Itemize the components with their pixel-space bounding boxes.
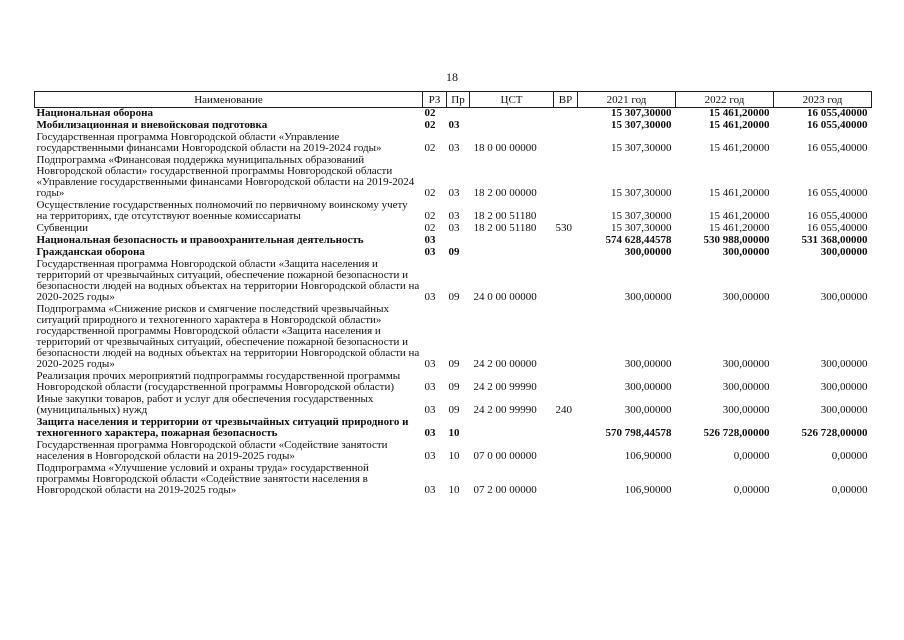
- cell-name: Иные закупки товаров, работ и услуг для обеспечения государственных (муниципальных) нужд: [36, 393, 374, 416]
- cell-name: Подпрограмма «Улучшение условий и охраны труда» государственной программы Новгородской области «Содействие занятости населения в Новгородской области на 2019-2025 годы»: [36, 462, 369, 496]
- cell-2023: 300,00000: [820, 404, 868, 416]
- cell-2023: 16 055,40000: [807, 142, 868, 154]
- cell-2023: 16 055,40000: [807, 222, 868, 234]
- cell-2021: 106,90000: [624, 484, 672, 496]
- header-pr: Пр: [447, 92, 470, 108]
- cell-vr: [554, 259, 578, 304]
- cell-cst: [470, 247, 554, 259]
- cell-pr: 03: [448, 187, 460, 199]
- cell-rz: 03: [424, 404, 436, 416]
- cell-2023: 0,00000: [831, 450, 868, 462]
- cell-vr: [554, 155, 578, 200]
- cell-name: Национальная безопасность и правоохранительная деятельность: [36, 234, 364, 246]
- cell-vr: [554, 200, 578, 223]
- cell-cst: 18 0 00 00000: [473, 142, 537, 154]
- cell-name: Мобилизационная и вневойсковая подготовка: [36, 119, 268, 131]
- table-row: [35, 155, 872, 200]
- cell-pr: 10: [448, 427, 460, 439]
- table-row: [35, 440, 872, 463]
- cell-vr: [554, 440, 578, 463]
- cell-pr: 10: [448, 450, 460, 462]
- cell-name: Подпрограмма «Снижение рисков и смягчение последствий чрезвычайных ситуаций природного и техногенного характера в Новгородской области» государственной программы Новгородской области «Защита населения и территорий от чрезвычайных ситуаций, обеспечение пожарной безопасности и безопасности людей на водных объектах на территории Новгородской области на 2020-2025 годы»: [36, 303, 420, 370]
- cell-vr: [554, 132, 578, 155]
- header-2023: 2023 год: [774, 92, 872, 108]
- cell-2022: 15 461,20000: [709, 222, 770, 234]
- cell-rz: 02: [424, 187, 436, 199]
- cell-pr: 09: [448, 291, 460, 303]
- cell-2021: 15 307,30000: [611, 187, 672, 199]
- cell-2022: 15 461,20000: [709, 210, 770, 222]
- cell-2022: 300,00000: [722, 291, 770, 303]
- cell-2023: 300,00000: [820, 246, 868, 258]
- cell-vr: 240: [555, 404, 572, 416]
- cell-2021: 15 307,30000: [611, 222, 672, 234]
- cell-2022: 300,00000: [722, 381, 770, 393]
- cell-vr: [554, 235, 578, 247]
- budget-table: [34, 91, 872, 497]
- cell-cst: 24 2 00 99990: [473, 404, 537, 416]
- cell-cst: 24 2 00 00000: [473, 358, 537, 370]
- cell-2021: 15 307,30000: [611, 210, 672, 222]
- cell-rz: 03: [424, 381, 436, 393]
- cell-2021: 106,90000: [624, 450, 672, 462]
- cell-name: Государственная программа Новгородской области «Защита населения и территорий от чрезвычайных ситуаций, обеспечение пожарной безопасности и безопасности людей на водных объектах на территории Новгородской области на 2020-2025 годы»: [36, 258, 420, 303]
- cell-pr: 09: [448, 358, 460, 370]
- cell-2023: 300,00000: [820, 291, 868, 303]
- cell-pr: 09: [448, 246, 460, 258]
- table-row: [35, 394, 872, 417]
- cell-2023: 300,00000: [820, 381, 868, 393]
- cell-2021: 15 307,30000: [611, 119, 672, 131]
- header-2021: 2021 год: [578, 92, 676, 108]
- cell-rz: 02: [424, 107, 436, 119]
- cell-name: Защита населения и территории от чрезвычайных ситуаций природного и техногенного характера, пожарная безопасность: [36, 416, 409, 439]
- cell-name: Субвенции: [36, 222, 89, 234]
- table-row: [35, 463, 872, 497]
- cell-cst: [470, 108, 554, 121]
- cell-2023: 0,00000: [831, 484, 868, 496]
- cell-pr: 10: [448, 484, 460, 496]
- cell-rz: 03: [424, 291, 436, 303]
- cell-2022: 15 461,20000: [709, 142, 770, 154]
- cell-2022: 300,00000: [722, 246, 770, 258]
- cell-pr: 03: [448, 119, 460, 131]
- cell-vr: [554, 463, 578, 497]
- cell-rz: 03: [424, 246, 436, 258]
- table-row: [35, 371, 872, 394]
- cell-rz: 03: [424, 358, 436, 370]
- cell-2021: 300,00000: [624, 381, 672, 393]
- cell-name: Реализация прочих мероприятий подпрограммы государственной программы Новгородской области (государственной программы Новгородской области): [36, 370, 401, 393]
- cell-2021: 574 628,44578: [605, 234, 672, 246]
- cell-name: Гражданская оборона: [36, 246, 145, 258]
- cell-2021: 300,00000: [624, 404, 672, 416]
- cell-cst: 18 2 00 51180: [473, 222, 537, 234]
- cell-cst: 18 2 00 00000: [473, 187, 537, 199]
- header-cst: ЦСТ: [470, 92, 554, 108]
- cell-rz: 03: [424, 234, 436, 246]
- table-row: [35, 304, 872, 371]
- cell-pr: 03: [448, 210, 460, 222]
- cell-2023: 16 055,40000: [807, 210, 868, 222]
- cell-name: Государственная программа Новгородской области «Содействие занятости населения в Новгородской области на 2019-2025 годы»: [36, 439, 388, 462]
- cell-vr: [554, 247, 578, 259]
- cell-name: Подпрограмма «Финансовая поддержка муниципальных образований Новгородской области» государственной программы Новгородской области «Управление государственными финансами Новгородской области на 2019-2024 годы»: [36, 154, 415, 199]
- cell-cst: 07 2 00 00000: [473, 484, 537, 496]
- cell-rz: 03: [424, 427, 436, 439]
- cell-2023: 16 055,40000: [807, 119, 868, 131]
- cell-2022: 15 461,20000: [709, 107, 770, 119]
- cell-name: Осуществление государственных полномочий по первичному воинскому учету на территориях, где отсутствуют военные комиссариаты: [36, 199, 408, 222]
- cell-2023: 300,00000: [820, 358, 868, 370]
- cell-cst: [470, 417, 554, 440]
- table-row: [35, 200, 872, 223]
- cell-2023: 16 055,40000: [807, 107, 868, 119]
- cell-2023: 526 728,00000: [801, 427, 868, 439]
- cell-rz: 02: [424, 119, 436, 131]
- cell-cst: 24 0 00 00000: [473, 291, 537, 303]
- cell-cst: [470, 120, 554, 132]
- cell-2022: 0,00000: [733, 484, 770, 496]
- cell-cst: 24 2 00 99990: [473, 381, 537, 393]
- cell-2021: 15 307,30000: [611, 142, 672, 154]
- cell-pr: 03: [448, 142, 460, 154]
- cell-vr: 530: [555, 222, 572, 234]
- cell-pr: 03: [448, 222, 460, 234]
- cell-2022: 15 461,20000: [709, 187, 770, 199]
- cell-rz: 02: [424, 210, 436, 222]
- cell-2022: 0,00000: [733, 450, 770, 462]
- cell-pr: 09: [448, 381, 460, 393]
- header-rz: РЗ: [423, 92, 447, 108]
- header-2022: 2022 год: [676, 92, 774, 108]
- cell-2021: 15 307,30000: [611, 107, 672, 119]
- cell-2021: 300,00000: [624, 358, 672, 370]
- page-number: 18: [446, 70, 458, 84]
- cell-2022: 526 728,00000: [703, 427, 770, 439]
- table-body: [35, 108, 872, 498]
- cell-2022: 15 461,20000: [709, 119, 770, 131]
- cell-2022: 530 988,00000: [703, 234, 770, 246]
- cell-cst: 18 2 00 51180: [473, 210, 537, 222]
- cell-vr: [554, 371, 578, 394]
- table-row: [35, 417, 872, 440]
- cell-vr: [554, 417, 578, 440]
- cell-2021: 300,00000: [624, 246, 672, 258]
- cell-2023: 16 055,40000: [807, 187, 868, 199]
- cell-name: Государственная программа Новгородской области «Управление государственными финансами Новгородской области на 2019-2024 годы»: [36, 131, 382, 154]
- cell-2023: 531 368,00000: [801, 234, 868, 246]
- cell-2022: 300,00000: [722, 404, 770, 416]
- cell-rz: 02: [424, 222, 436, 234]
- table-row: [35, 259, 872, 304]
- cell-cst: 07 0 00 00000: [473, 450, 537, 462]
- cell-vr: [554, 108, 578, 121]
- cell-2021: 300,00000: [624, 291, 672, 303]
- cell-vr: [554, 120, 578, 132]
- cell-rz: 03: [424, 484, 436, 496]
- cell-rz: 03: [424, 450, 436, 462]
- cell-2022: 300,00000: [722, 358, 770, 370]
- cell-rz: 02: [424, 142, 436, 154]
- header-name: Наименование: [35, 92, 423, 108]
- cell-vr: [554, 304, 578, 371]
- cell-name: Национальная оборона: [36, 107, 154, 119]
- cell-2021: 570 798,44578: [605, 427, 672, 439]
- cell-cst: [470, 235, 554, 247]
- table-header-row: [35, 92, 872, 108]
- table-row: [35, 132, 872, 155]
- header-vr: ВР: [554, 92, 578, 108]
- cell-pr: 09: [448, 404, 460, 416]
